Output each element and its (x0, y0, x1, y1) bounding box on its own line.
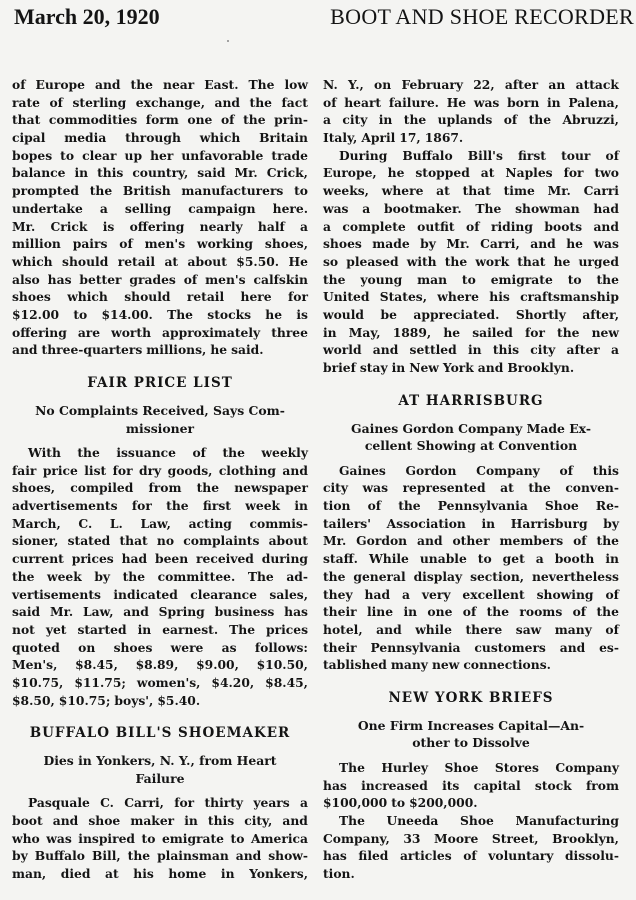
page-header (14, 4, 634, 36)
text-line: tion. (323, 866, 355, 882)
text-line: weeks, where at that time Mr. Carri (323, 183, 619, 199)
text-line: N. Y., on February 22, after an attack (323, 77, 619, 92)
subhead-line: One Firm Increases Capital—An- (357, 717, 585, 733)
text-line: $12.00 to $14.00. The stocks he is (12, 306, 308, 322)
text-line: $100,000 to $200,000. (323, 795, 478, 811)
text-line: has filed articles of voluntary dissolu- (323, 848, 619, 864)
print-speck (227, 40, 229, 42)
publication-title: BOOT AND SHOE RECORDER (330, 4, 634, 29)
text-line: During Buffalo Bill's first tour of (339, 147, 619, 163)
text-line: world and settled in this city after a (323, 342, 619, 358)
text-line: $8.50, $10.75; boys', $5.40. (12, 692, 201, 708)
subhead-line: No Complaints Received, Says Com- (35, 403, 285, 418)
text-line: tailers' Association in Harrisburg by (323, 515, 619, 531)
text-line: million pairs of men's working shoes, (12, 236, 308, 252)
subhead-line: Gaines Gordon Company Made Ex- (351, 420, 591, 436)
text-line: The Hurley Shoe Stores Company (339, 759, 619, 775)
text-line: bopes to clear up her unfavorable trade (12, 147, 308, 163)
text-line: United States, where his craftsmanship (323, 289, 619, 305)
text-line: which should retail at about $5.50. He (12, 253, 308, 269)
text-line: the general display section, nevertheless (323, 568, 619, 584)
text-line: tablished many new connections. (323, 657, 551, 673)
subhead-line: cellent Showing at Convention (364, 438, 578, 454)
article-new-york-briefs (323, 689, 619, 883)
text-line: shoes made by Mr. Carri, and he was (323, 236, 619, 252)
text-line: of Europe and the near East. The low (12, 77, 308, 92)
article-body (323, 462, 619, 674)
text-line: they had a very excellent showing of (323, 586, 619, 602)
text-line: March, C. L. Law, acting commis- (12, 515, 308, 531)
text-line: has increased its capital stock from (323, 777, 619, 793)
section-title: AT HARRISBURG (398, 392, 544, 409)
article-buffalo-bill (12, 724, 308, 882)
text-line: the week by the committee. The ad- (12, 568, 308, 584)
text-line: a city in the uplands of the Abruzzi, (323, 112, 619, 128)
text-line: rate of sterling exchange, and the fact (12, 94, 308, 110)
article-body (12, 76, 308, 359)
text-line: would be appreciated. Shortly after, (323, 306, 619, 322)
text-line: Company, 33 Moore Street, Brooklyn, (323, 830, 619, 846)
text-line: sioner, stated that no complaints about (12, 533, 308, 549)
text-line: that commodities form one of the prin- (12, 112, 308, 128)
subhead-line: Dies in Yonkers, N. Y., from Heart (43, 753, 277, 769)
text-line: prompted the British manufacturers to (12, 183, 308, 199)
text-line: Italy, April 17, 1867. (323, 130, 464, 146)
text-line: Mr. Crick is offering nearly half a (12, 218, 308, 234)
text-line: their line in one of the rooms of the (323, 604, 619, 620)
article-subhead (323, 717, 619, 752)
text-line: in May, 1889, he sailed for the new (323, 324, 619, 340)
article-body (12, 794, 308, 882)
text-line: who was inspired to emigrate to America (12, 830, 308, 846)
text-line: cipal media through which Britain (12, 130, 308, 146)
text-line: hotel, and while there saw many of (323, 621, 619, 637)
section-title: FAIR PRICE LIST (87, 375, 233, 391)
text-line: of heart failure. He was born in Palena, (323, 94, 619, 110)
text-line: not yet started in earnest. The prices (12, 621, 308, 637)
text-line: Gaines Gordon Company of this (339, 462, 619, 478)
section-title: NEW YORK BRIEFS (388, 689, 554, 706)
subhead-line: missioner (125, 420, 195, 436)
text-line: Mr. Gordon and other members of the (323, 533, 619, 549)
article-subhead (323, 420, 619, 455)
article-buffalo-bill-continued (323, 76, 619, 377)
text-line: advertisements for the first week in (12, 498, 308, 514)
text-line: shoes which should retail here for (12, 289, 308, 305)
text-line: balance in this country, said Mr. Crick, (12, 165, 308, 181)
text-line: was a bootmaker. The showman had (323, 200, 619, 216)
article-subhead (12, 752, 308, 787)
article-body (323, 812, 619, 883)
text-line: tion of the Pennsylvania Shoe Re- (323, 498, 619, 514)
text-line: Europe, he stopped at Naples for two (323, 165, 619, 181)
article-body (323, 76, 619, 147)
text-line: and three-quarters millions, he said. (12, 342, 264, 358)
text-line: said Mr. Law, and Spring business has (12, 604, 308, 620)
text-line: $10.75, $11.75; women's, $4.20, $8.45, (12, 674, 308, 690)
text-line: current prices had been received during (12, 551, 308, 567)
text-line: the young man to emigrate to the (323, 271, 619, 287)
article-continuation (12, 76, 308, 359)
article-fair-price-list (12, 374, 308, 709)
text-line: The Uneeda Shoe Manufacturing (339, 813, 619, 828)
article-harrisburg (323, 392, 619, 674)
text-line: vertisements indicated clearance sales, (12, 586, 308, 602)
text-line: fair price list for dry goods, clothing and (12, 462, 308, 478)
article-body (323, 759, 619, 812)
text-line: brief stay in New York and Brooklyn. (323, 360, 575, 375)
text-line: undertake a selling campaign here. (12, 200, 308, 216)
text-line: shoes, compiled from the newspaper (12, 480, 308, 496)
article-body (12, 444, 308, 709)
text-line: offering are worth approximately three (12, 324, 308, 340)
text-line: quoted on shoes were as follows: (12, 639, 308, 655)
text-line: boot and shoe maker in this city, and (12, 813, 308, 828)
issue-date: March 20, 1920 (14, 4, 160, 29)
article-body (323, 147, 619, 377)
text-line: city was represented at the conven- (323, 480, 619, 496)
subhead-line: Failure (135, 770, 185, 786)
text-line: their Pennsylvania customers and es- (323, 639, 619, 655)
text-line: so pleased with the work that he urged (323, 253, 619, 269)
right-column (323, 76, 619, 883)
text-line: Men's, $8.45, $8.89, $9.00, $10.50, (12, 657, 308, 673)
left-column (12, 76, 308, 883)
text-line: by Buffalo Bill, the plainsman and show- (12, 848, 308, 864)
article-subhead (12, 402, 308, 437)
text-line: a complete outfit of riding boots and (323, 218, 619, 234)
text-line: man, died at his home in Yonkers, (12, 866, 308, 882)
text-line: staff. While unable to get a booth in (323, 551, 619, 567)
text-line: With the issuance of the weekly (28, 445, 308, 460)
text-line: Pasquale C. Carri, for thirty years a (28, 795, 308, 811)
text-line: also has better grades of men's calfskin (12, 271, 308, 287)
section-title: BUFFALO BILL'S SHOEMAKER (29, 725, 291, 742)
subhead-line: other to Dissolve (412, 735, 530, 751)
